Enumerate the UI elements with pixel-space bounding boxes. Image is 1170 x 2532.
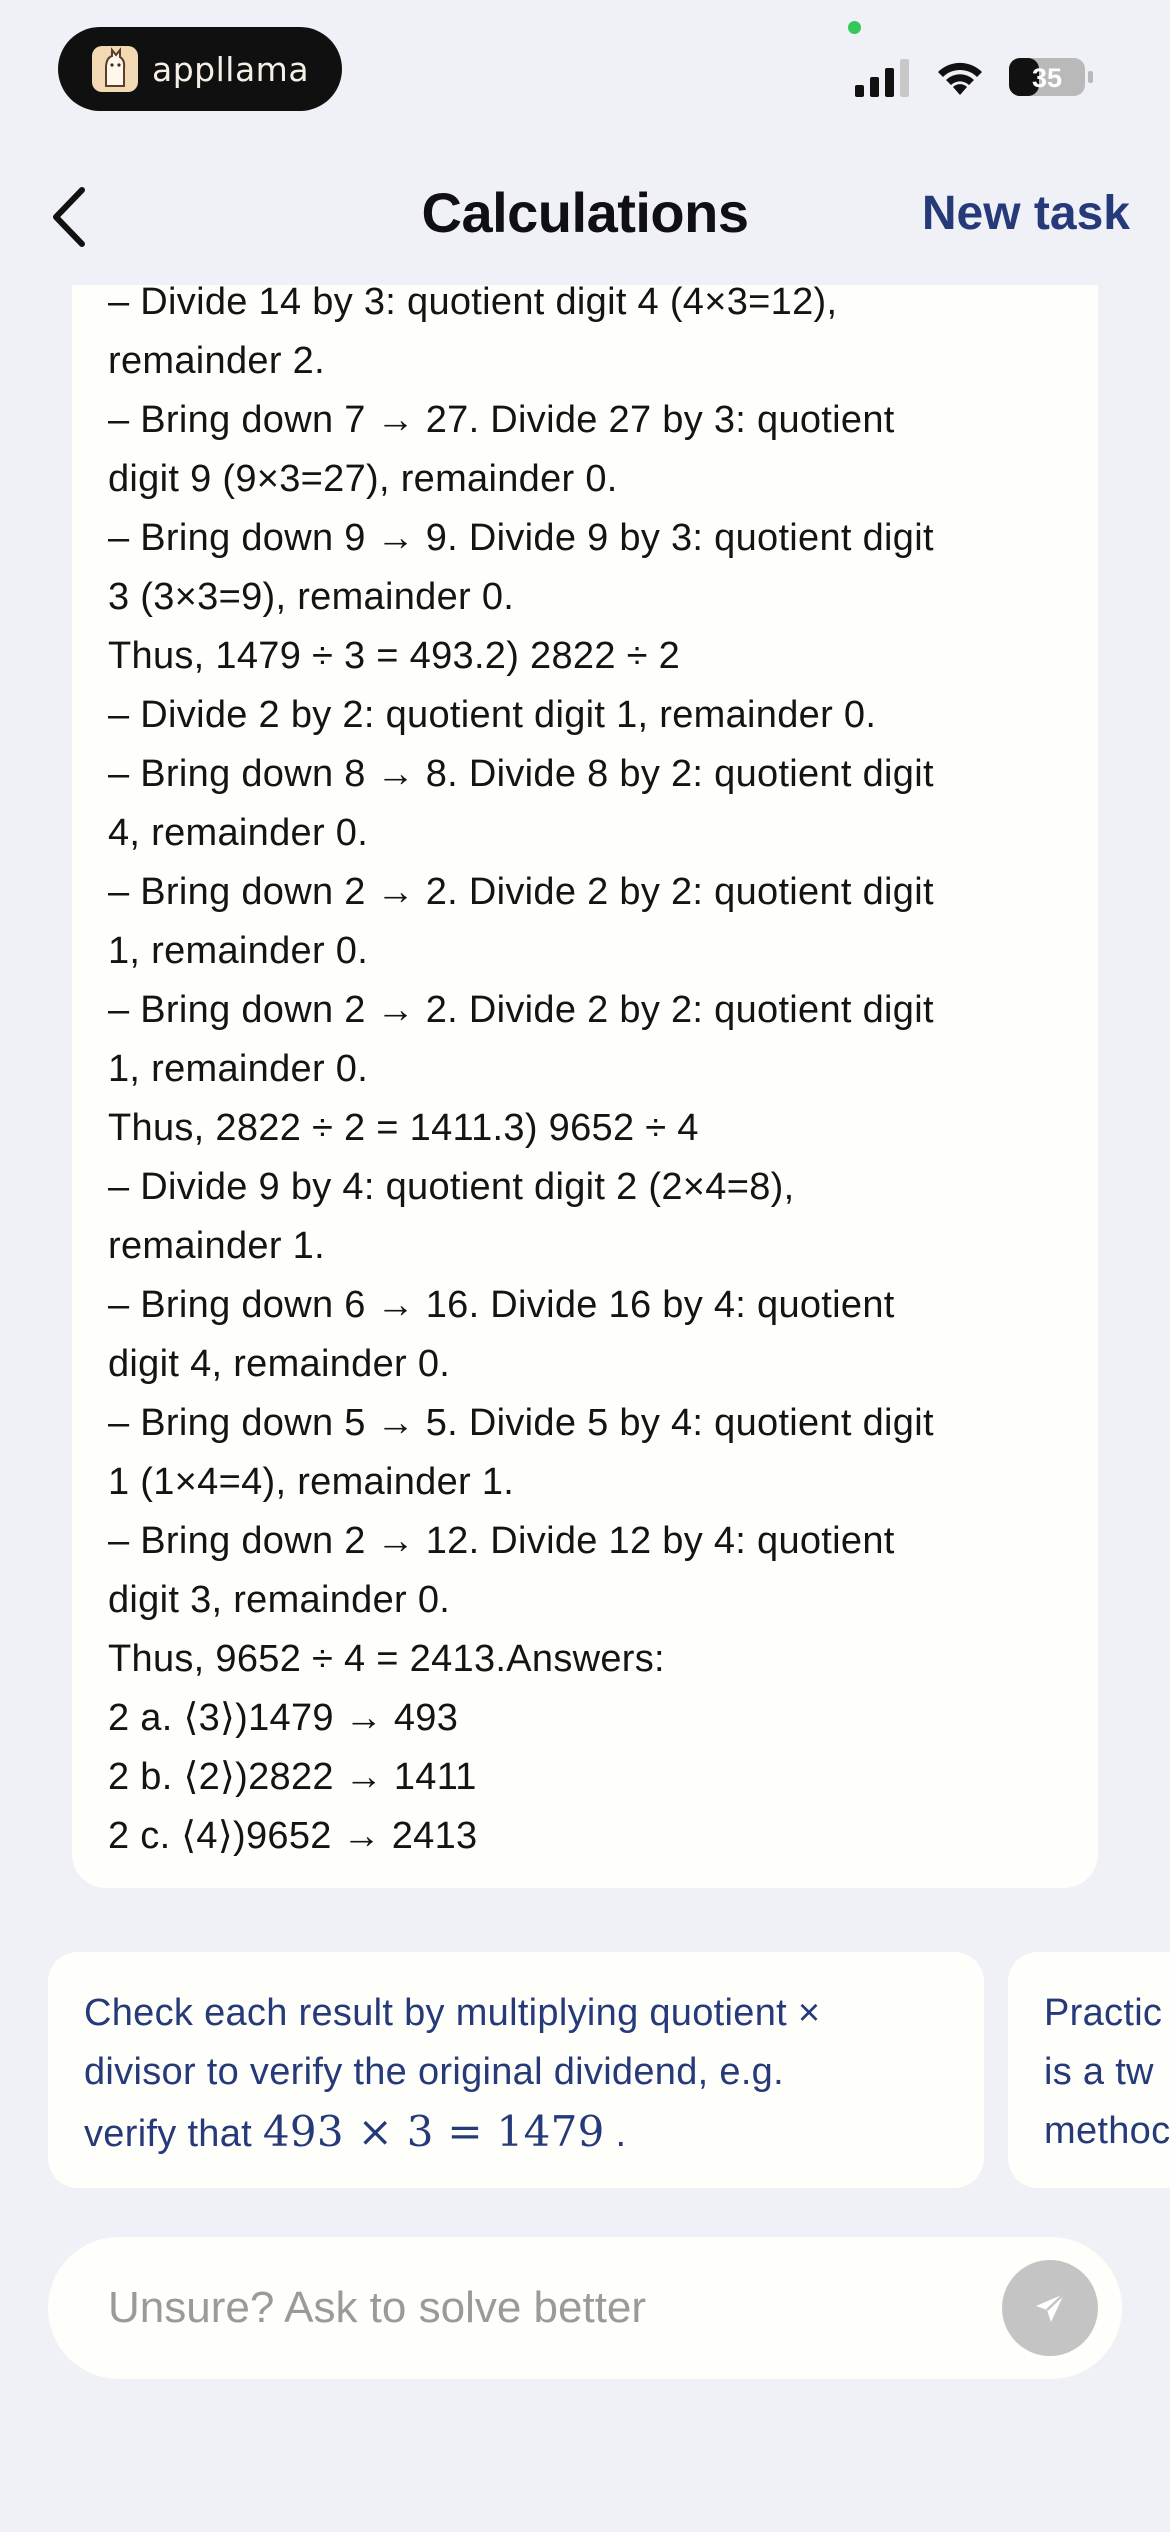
answer-line: 2 a. ⟨3⟩)1479 → 493	[108, 1697, 459, 1739]
solution-line: remainder 2.	[108, 340, 325, 382]
suggestion-text: .	[604, 2113, 627, 2155]
solution-line: – Bring down 6 → 16. Divide 16 by 4: quotient	[108, 1284, 895, 1326]
chevron-left-icon	[50, 186, 90, 248]
solution-line: – Divide 9 by 4: quotient digit 2 (2×4=8),	[108, 1166, 795, 1208]
solution-line: Thus, 2822 ÷ 2 = 1411.3) 9652 ÷ 4	[108, 1107, 699, 1149]
solution-line: – Bring down 8 → 8. Divide 8 by 2: quotient digit	[108, 753, 934, 795]
navigation-bar	[0, 160, 1170, 270]
solution-line: Thus, 1479 ÷ 3 = 493.2) 2822 ÷ 2	[108, 635, 681, 677]
solution-line: digit 4, remainder 0.	[108, 1343, 451, 1385]
solution-line: – Bring down 2 → 12. Divide 12 by 4: quotient	[108, 1520, 895, 1562]
suggestion-card[interactable]	[1008, 1952, 1170, 2188]
privacy-indicator-dot	[848, 21, 861, 34]
solution-line: digit 9 (9×3=27), remainder 0.	[108, 458, 618, 500]
wifi-icon	[934, 55, 986, 97]
suggestion-line: Check each result by multiplying quotient ×	[84, 1992, 821, 2034]
app-indicator-pill[interactable]	[58, 27, 342, 111]
solution-line: 1, remainder 0.	[108, 1048, 369, 1090]
suggestion-line: divisor to verify the original dividend, e.g.	[84, 2051, 784, 2093]
cellular-signal-icon	[855, 58, 915, 98]
suggestion-text: verify that	[84, 2113, 263, 2155]
solution-line: 4, remainder 0.	[108, 812, 369, 854]
solution-line: – Bring down 2 → 2. Divide 2 by 2: quotient digit	[108, 871, 934, 913]
answer-line: 2 c. ⟨4⟩)9652 → 2413	[108, 1815, 478, 1857]
solution-text	[108, 285, 1068, 1866]
solution-line: – Bring down 5 → 5. Divide 5 by 4: quotient digit	[108, 1402, 934, 1444]
solution-line: – Bring down 2 → 2. Divide 2 by 2: quotient digit	[108, 989, 934, 1031]
suggestion-line: Practic	[1044, 1992, 1163, 2034]
suggestion-line: methoc	[1044, 2110, 1170, 2152]
suggestion-carousel[interactable]	[0, 1952, 1170, 2190]
solution-line: – Bring down 7 → 27. Divide 27 by 3: quotient	[108, 399, 895, 441]
status-bar	[0, 0, 1170, 130]
solution-card	[72, 285, 1098, 1888]
solution-line: remainder 1.	[108, 1225, 325, 1267]
solution-line: – Divide 2 by 2: quotient digit 1, remainder 0.	[108, 694, 877, 736]
ask-input-bar	[48, 2237, 1122, 2379]
suggestion-math: 493 × 3 = 1479	[262, 2107, 605, 2156]
suggestion-card[interactable]	[48, 1952, 984, 2188]
ask-input[interactable]	[108, 2237, 988, 2379]
send-icon	[1030, 2288, 1070, 2328]
page-title: Calculations	[421, 181, 749, 244]
send-button[interactable]	[1002, 2260, 1098, 2356]
battery-level: 35	[1031, 63, 1063, 93]
new-task-button[interactable]: New task	[921, 187, 1130, 240]
battery-icon	[1008, 56, 1094, 98]
app-name: appllama	[152, 49, 310, 89]
solution-line: 1, remainder 0.	[108, 930, 369, 972]
solution-line: – Divide 14 by 3: quotient digit 4 (4×3=12),	[108, 285, 838, 323]
solution-line: 3 (3×3=9), remainder 0.	[108, 576, 515, 618]
back-button[interactable]	[40, 182, 100, 252]
suggestion-line	[84, 2102, 948, 2164]
app-logo-icon	[92, 46, 138, 92]
solution-line: digit 3, remainder 0.	[108, 1579, 451, 1621]
solution-line: – Bring down 9 → 9. Divide 9 by 3: quotient digit	[108, 517, 934, 559]
solution-line: 1 (1×4=4), remainder 1.	[108, 1461, 515, 1503]
solution-line: Thus, 9652 ÷ 4 = 2413.Answers:	[108, 1638, 665, 1680]
answer-line: 2 b. ⟨2⟩)2822 → 1411	[108, 1756, 477, 1798]
suggestion-line: is a tw	[1044, 2051, 1154, 2093]
